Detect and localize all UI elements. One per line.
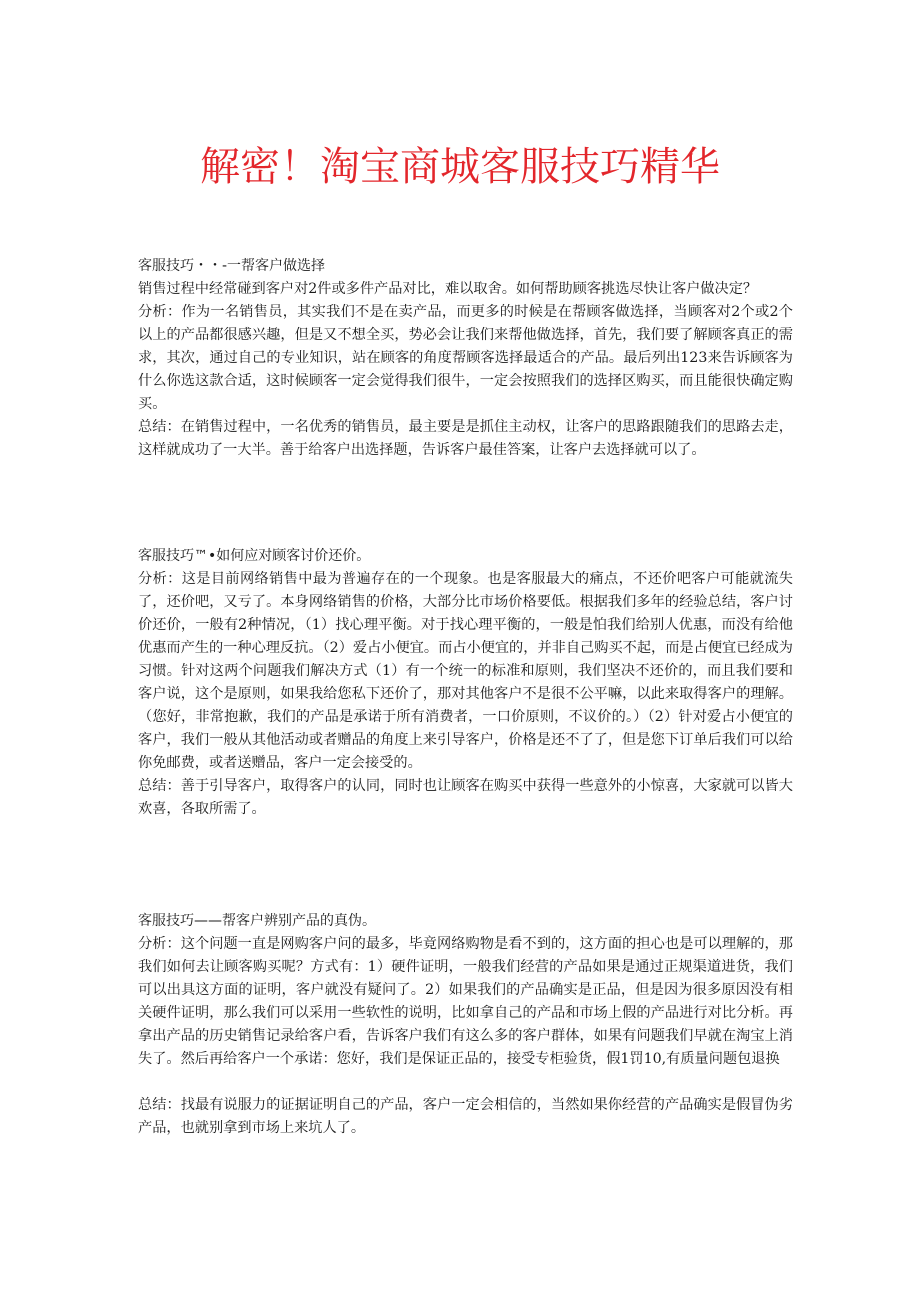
section-heading: 客服技巧™•如何应对顾客讨价还价。 xyxy=(138,548,371,564)
section-authenticity xyxy=(138,910,793,1140)
section-paragraph: 总结：找最有说服力的证据证明自己的产品，客户一定会相信的，当然如果你经营的产品确实是假冒伪劣产品，也就别拿到市场上来坑人了。 xyxy=(138,1097,793,1136)
section-heading: 客服技巧・・-一帮客户做选择 xyxy=(138,258,326,274)
section-bargaining xyxy=(138,545,793,821)
section-paragraph: 销售过程中经常碰到客户对2件或多件产品对比，难以取舍。如何帮助顾客挑选尽快让客户做决定？ xyxy=(138,281,758,297)
section-paragraph: 分析：这个问题一直是网购客户问的最多，毕竟网络购物是看不到的，这方面的担心也是可以理解的，那我们如何去让顾客购买呢？方式有：1）硬件证明，一般我们经营的产品如果是通过正规渠道进货，我们可以出具这方面的证明，客户就没有疑问了。2）如果我们的产品确实是正品，但是因为很多原因没有相关硬件证明，那么我们可以采用一些软性的说明，比如拿自己的产品和市场上假的产品进行对比分析。再拿出产品的历史销售记录给客户看，告诉客户我们有这么多的客户群体，如果有问题我们早就在淘宝上消失了。然后再给客户一个承诺：您好，我们是保证正品的，接受专柜验货，假1罚10,有质量问题包退换 xyxy=(138,936,793,1067)
section-paragraph: 总结：善于引导客户，取得客户的认同，同时也让顾客在购买中获得一些意外的小惊喜，大家就可以皆大欢喜，各取所需了。 xyxy=(138,778,793,817)
section-paragraph: 分析：作为一名销售员，其实我们不是在卖产品，而更多的时候是在帮顾客做选择，当顾客对2个或2个以上的产品都很感兴趣，但是又不想全买，势必会让我们来帮他做选择，首先，我们要了解顾客真正的需求，其次，通过自己的专业知识，站在顾客的角度帮顾客选择最适合的产品。最后列出123来告诉顾客为什么你选这款合适，这时候顾客一定会觉得我们很牛，一定会按照我们的选择区购买，而且能很快确定购买。 xyxy=(138,304,793,412)
section-paragraph: 分析：这是目前网络销售中最为普遍存在的一个现象。也是客服最大的痛点，不还价吧客户可能就流失了，还价吧，又亏了。本身网络销售的价格，大部分比市场价格要低。根据我们多年的经验总结，客户讨价还价，一般有2种情况，（1）找心理平衡。对于找心理平衡的，一般是怕我们给别人优惠，而没有给他优惠而产生的一种心理反抗。（2）爱占小便宜。而占小便宜的，并非自己购买不起，而是占便宜已经成为习惯。针对这两个问题我们解决方式（1）有一个统一的标准和原则，我们坚决不还价的，而且我们要和客户说，这个是原则，如果我给您私下还价了，那对其他客户不是很不公平嘛，以此来取得客户的理解。（您好，非常抱歉，我们的产品是承诺于所有消费者，一口价原则，不议价的。）（2）针对爱占小便宜的客户，我们一般从其他活动或者赠品的角度上来引导客户，价格是还不了了，但是您下订单后我们可以给你免邮费，或者送赠品，客户一定会接受的。 xyxy=(138,571,793,771)
document-title: 解密！淘宝商城客服技巧精华 xyxy=(200,144,720,190)
section-paragraph: 总结：在销售过程中，一名优秀的销售员，最主要是是抓住主动权，让客户的思路跟随我们的思路去走，这样就成功了一大半。善于给客户出选择题，告诉客户最佳答案，让客户去选择就可以了。 xyxy=(138,419,793,458)
paragraph-spacer xyxy=(138,1071,793,1094)
section-heading: 客服技巧——帮客户辨别产品的真伪。 xyxy=(138,913,376,929)
section-choice xyxy=(138,255,793,462)
